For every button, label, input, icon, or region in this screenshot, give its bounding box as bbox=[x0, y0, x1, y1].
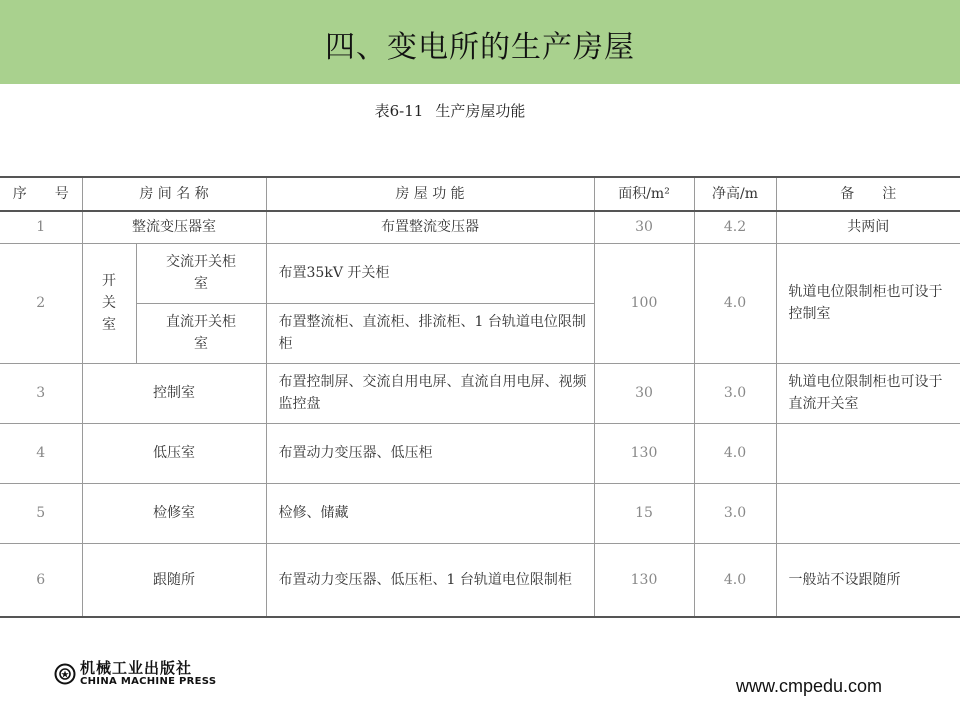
row-function: 布置动力变压器、低压柜 bbox=[266, 423, 594, 483]
row-name: 控制室 bbox=[82, 363, 266, 423]
row-group bbox=[82, 243, 136, 363]
row-name: 整流变压器室 bbox=[82, 211, 266, 243]
row-subname bbox=[136, 303, 266, 363]
row-area: 100 bbox=[594, 243, 694, 363]
publisher-logo bbox=[54, 660, 216, 688]
row-subname bbox=[136, 243, 266, 303]
header-area: 面积/m² bbox=[594, 177, 694, 211]
row-note bbox=[776, 423, 960, 483]
row-area: 30 bbox=[594, 211, 694, 243]
row-function: 布置动力变压器、低压柜、1 台轨道电位限制柜 bbox=[266, 543, 594, 617]
row-area: 130 bbox=[594, 543, 694, 617]
table-title: 生产房屋功能 bbox=[435, 102, 526, 120]
header-function: 房 屋 功 能 bbox=[266, 177, 594, 211]
table-row bbox=[0, 211, 960, 243]
row-note: 一般站不设跟随所 bbox=[776, 543, 960, 617]
row-area: 30 bbox=[594, 363, 694, 423]
row-no: 1 bbox=[0, 211, 82, 243]
table-row bbox=[0, 543, 960, 617]
table-row bbox=[0, 243, 960, 303]
row-no: 4 bbox=[0, 423, 82, 483]
table-row bbox=[0, 423, 960, 483]
room-function-table bbox=[0, 176, 960, 618]
header-note: 备 注 bbox=[776, 177, 960, 211]
row-note: 轨道电位限制柜也可设于直流开关室 bbox=[776, 363, 960, 423]
row-function: 布置35kV 开关柜 bbox=[266, 243, 594, 303]
row-height: 3.0 bbox=[694, 483, 776, 543]
row-height: 4.0 bbox=[694, 243, 776, 363]
row-area: 130 bbox=[594, 423, 694, 483]
header-no: 序 号 bbox=[0, 177, 82, 211]
row-height: 4.0 bbox=[694, 423, 776, 483]
row-name: 检修室 bbox=[82, 483, 266, 543]
publisher-name-cn: 机械工业出版社 bbox=[80, 659, 193, 677]
website-link[interactable]: www.cmpedu.com bbox=[736, 676, 883, 696]
row-no: 3 bbox=[0, 363, 82, 423]
row-name: 低压室 bbox=[82, 423, 266, 483]
row-no: 2 bbox=[0, 243, 82, 363]
table-caption bbox=[0, 100, 900, 121]
publisher-emblem-icon bbox=[54, 663, 76, 685]
row-subname-label: 直流开关柜室 bbox=[166, 314, 236, 352]
row-function: 布置整流柜、直流柜、排流柜、1 台轨道电位限制柜 bbox=[266, 303, 594, 363]
row-function: 布置控制屏、交流自用电屏、直流自用电屏、视频监控盘 bbox=[266, 363, 594, 423]
row-note: 共两间 bbox=[776, 211, 960, 243]
table-row bbox=[0, 483, 960, 543]
row-no: 6 bbox=[0, 543, 82, 617]
row-group-label: 开关室 bbox=[102, 273, 116, 333]
row-note bbox=[776, 483, 960, 543]
table-number: 表6-11 bbox=[374, 102, 424, 120]
row-function: 检修、储藏 bbox=[266, 483, 594, 543]
row-function: 布置整流变压器 bbox=[266, 211, 594, 243]
row-no: 5 bbox=[0, 483, 82, 543]
title-bar bbox=[0, 0, 960, 84]
header-room-name: 房 间 名 称 bbox=[82, 177, 266, 211]
row-name: 跟随所 bbox=[82, 543, 266, 617]
row-note: 轨道电位限制柜也可设于控制室 bbox=[776, 243, 960, 363]
row-subname-label: 交流开关柜室 bbox=[166, 254, 236, 292]
row-height: 4.0 bbox=[694, 543, 776, 617]
table-row bbox=[0, 363, 960, 423]
publisher-name-en: CHINA MACHINE PRESS bbox=[80, 676, 217, 687]
slide-title: 四、变电所的生产房屋 bbox=[325, 30, 635, 65]
row-height: 3.0 bbox=[694, 363, 776, 423]
table-header-row bbox=[0, 177, 960, 211]
row-area: 15 bbox=[594, 483, 694, 543]
header-height: 净高/m bbox=[694, 177, 776, 211]
row-height: 4.2 bbox=[694, 211, 776, 243]
